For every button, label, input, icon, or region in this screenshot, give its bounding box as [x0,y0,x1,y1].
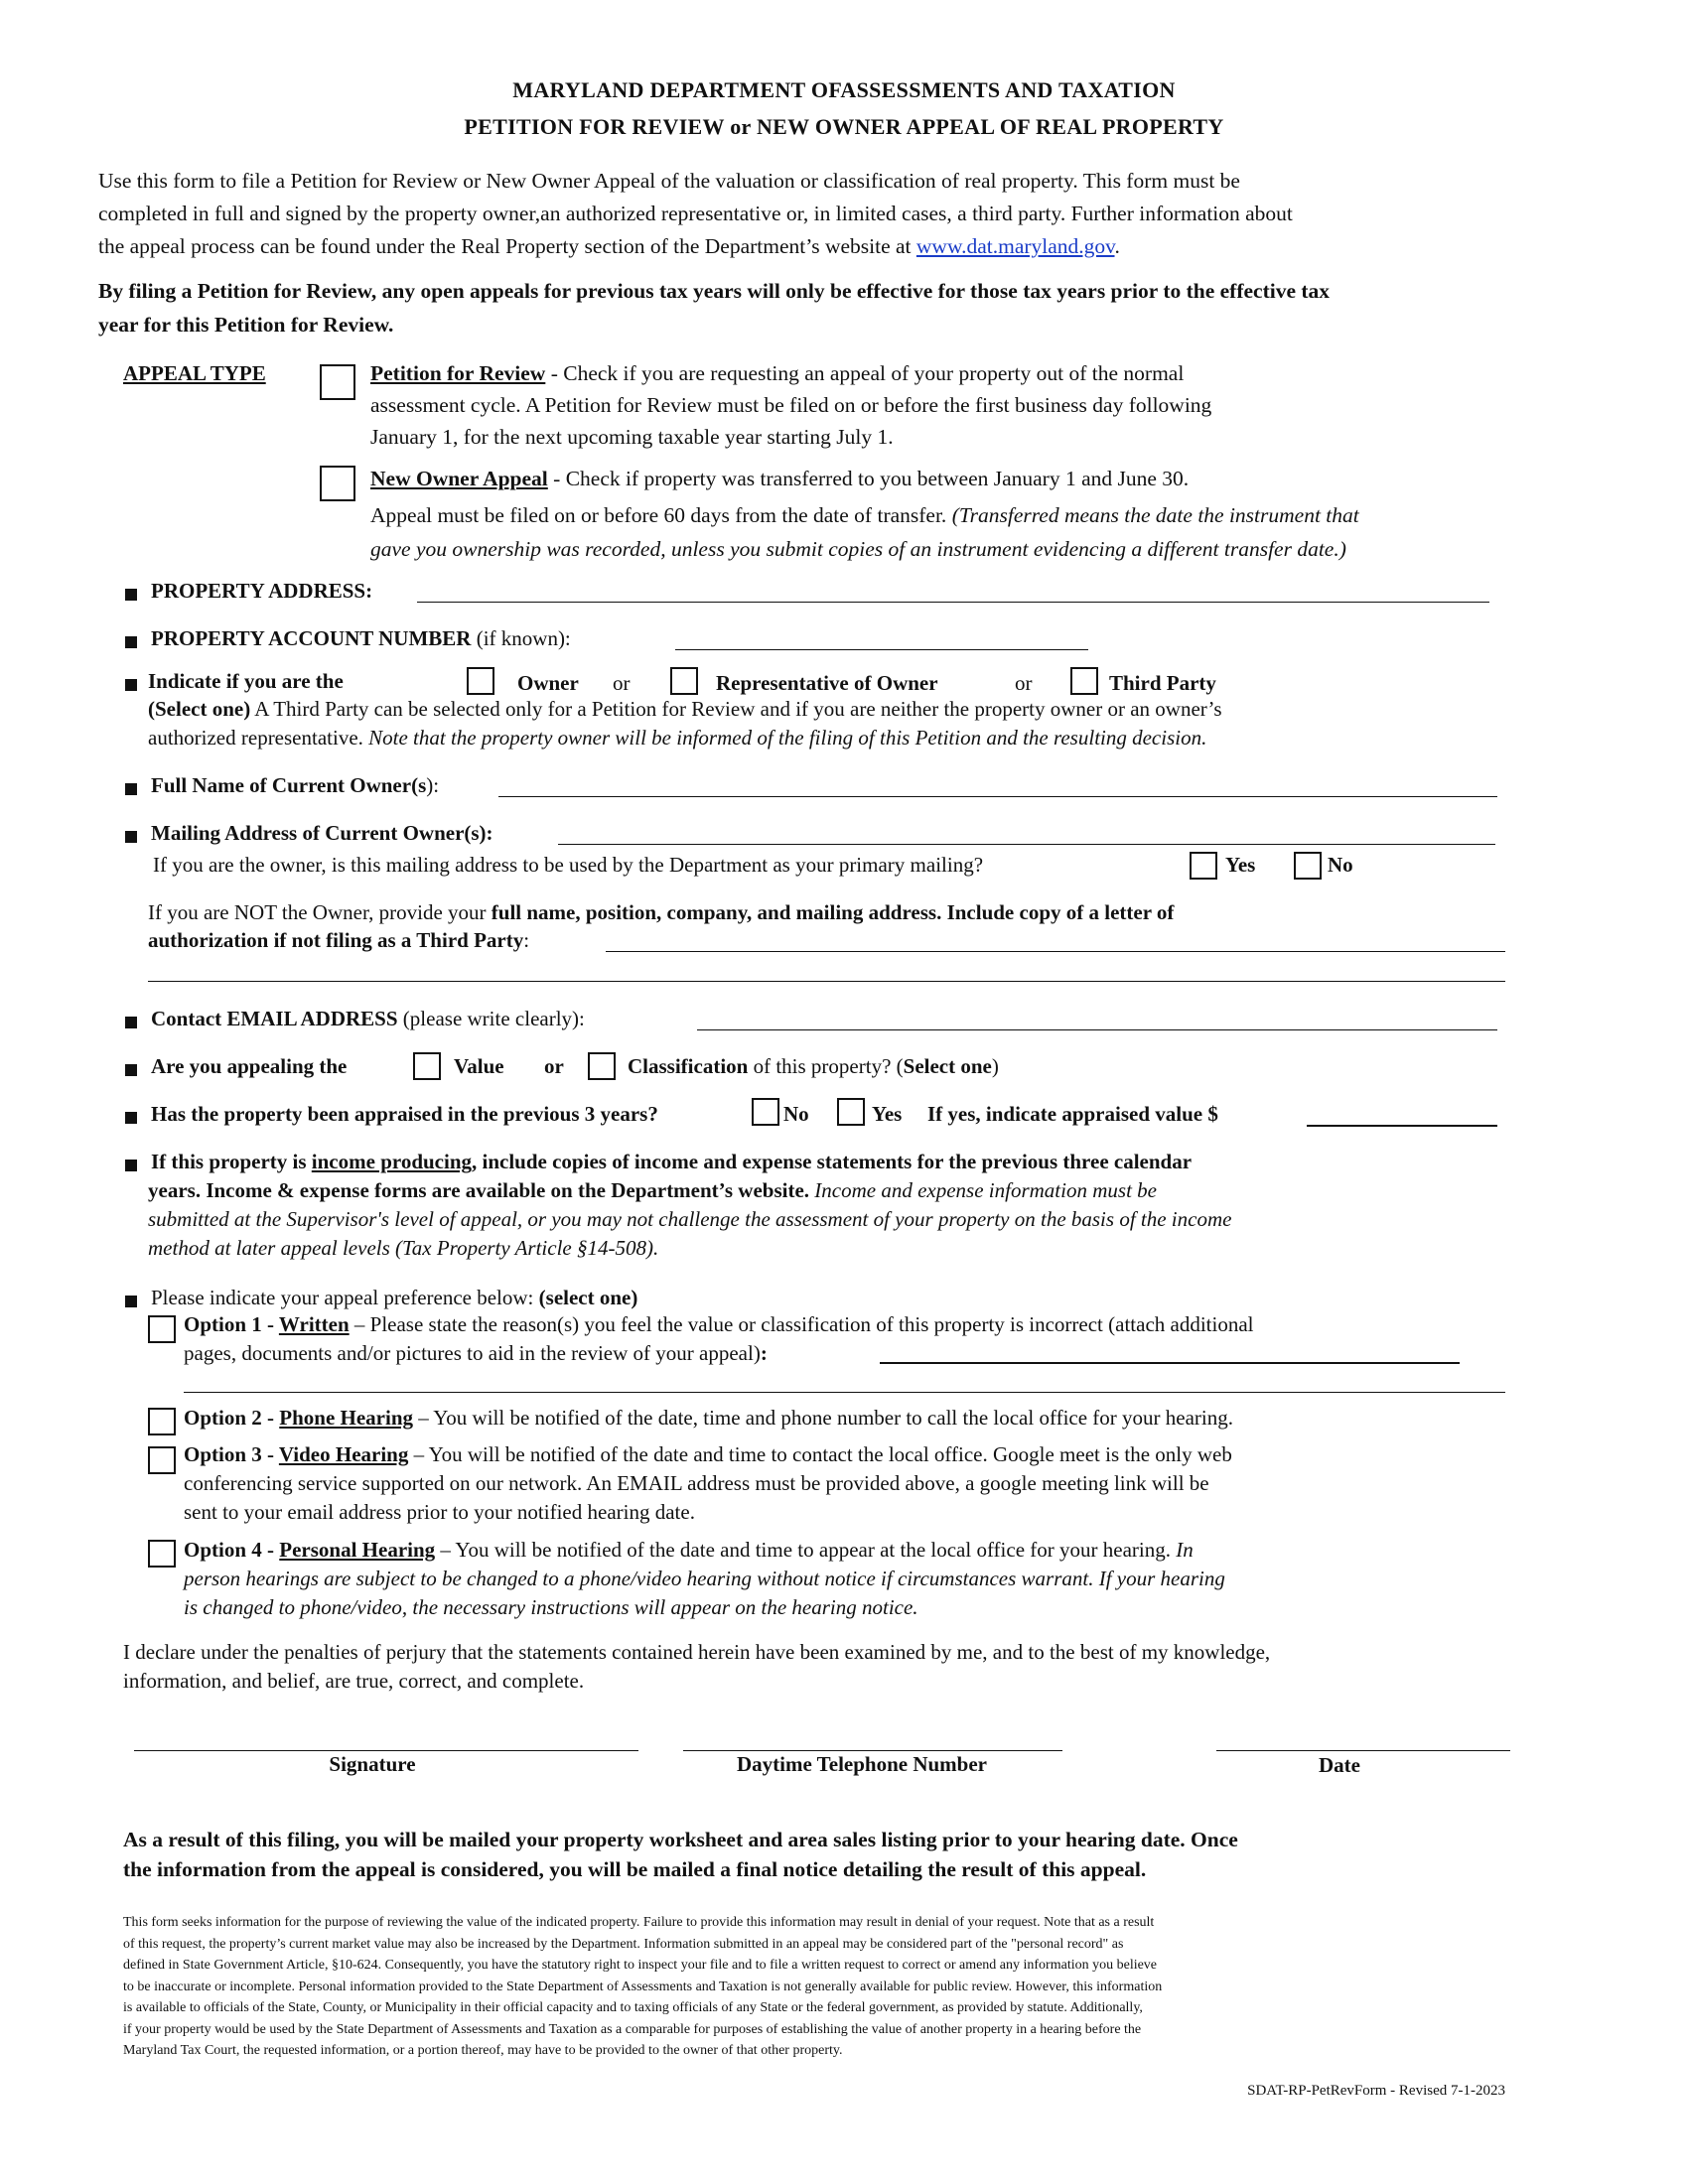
declaration-text: I declare under the penalties of perjury that the statements contained herein have been examined by me, and to the best of my knowledge, information, and belief, are true, correct, and complete. [123,1640,1271,1693]
or-text: or [613,671,631,695]
income-producing-text: If this property is income producing, include copies of income and expense statements for the previous three calendar [151,1150,1193,1173]
signature-field[interactable] [134,1750,638,1751]
option3-text: Option 3 - Video Hearing – You will be notified of the date and time to contact the local office. Google meet is the only web conferencing service supported on our network. An EMAIL address must be provided above, a google meeting link will be sent to your email address prior to your notified hearing date. [184,1442,1232,1524]
new-owner-appeal-text: New Owner Appeal - Check if property was transferred to you between January 1 and June 30. Appeal must be filed on or before 60 days from the date of transfer. (Transferred means the date the instrument that gave you ownership was recorded, unless you submit copies of an instrument evidencing a different transfer date.) [370,467,1359,561]
primary-mailing-no-checkbox[interactable] [1294,852,1322,880]
classification-label: Classification of this property? (Select one) [628,1054,999,1078]
preference-label: Please indicate your appeal preference below: (select one) [151,1286,638,1309]
primary-mailing-yes-checkbox[interactable] [1190,852,1217,880]
petition-for-review-checkbox[interactable] [320,364,355,400]
value-checkbox[interactable] [413,1052,441,1080]
appraised-yes-checkbox[interactable] [837,1098,865,1126]
bullet-icon [125,679,137,691]
option1-reason-field-line-2[interactable] [184,1392,1505,1393]
email-field[interactable] [697,1029,1497,1030]
third-party-checkbox[interactable] [1070,667,1098,695]
privacy-notice: This form seeks information for the purpose of reviewing the value of the indicated property. Failure to provide this information may result in denial of your request. Note that as a result of this request, the property’s current market value may also be increased by the Department. Information submitted in an appeal may be considered part of the "personal record" as defined in State Government Article, §10-624. Consequently, you have the statutory right to inspect your file and to file a written request to correct or amend any information you believe to be inaccurate or incomplete. Personal information provided to the State Department of Assessments and Taxation is not generally available for public review. However, this information is available to officials of the State, County, or Municipality in their official capacity and to taxing officials of any State or the federal government, as provided by statute. Additionally, if your property would be used by the State Department of Assessments and Taxation as a comparable for purposes of establishing the value of another property in a hearing before the Maryland Tax Court, the requested information, or a portion thereof, may have to be provided to the owner of that other property. [123,1915,1163,2058]
primary-mailing-question: If you are the owner, is this mailing address to be used by the Department as your primary mailing? [153,853,984,877]
new-owner-appeal-checkbox[interactable] [320,466,355,501]
email-label: Contact EMAIL ADDRESS (please write clearly): [151,1007,585,1030]
option2-text: Option 2 - Phone Hearing – You will be notified of the date, time and phone number to call the local office for your hearing. [184,1406,1233,1430]
form-id: SDAT-RP-PetRevForm - Revised 7-1-2023 [1247,2083,1505,2099]
not-owner-instruction: If you are NOT the Owner, provide your full name, position, company, and mailing address. Include copy of a letter of [148,900,1175,924]
full-name-label: Full Name of Current Owner(s): [151,773,440,797]
option1-text: Option 1 - Written – Please state the reason(s) you feel the value or classification of this property is incorrect (attach additional pages, documents and/or pictures to aid in the review of your appeal): [184,1312,1254,1365]
intro-text: Use this form to file a Petition for Review or New Owner Appeal of the valuation or classification of real property. This form must be completed in full and signed by the property owner,an authorized representative or, in limited cases, a third party. Further information about the appeal process can be found under the Real Property section of the Department’s website at www.dat.maryland.gov. [98,169,1293,258]
no-label: No [1328,853,1353,877]
third-party-note: (Select one) A Third Party can be selected only for a Petition for Review and if you are neither the property owner or an owner’s authorized representative. Note that the property owner will be informed of the filing of this Petition and the resulting decision. [148,697,1222,750]
classification-checkbox[interactable] [588,1052,616,1080]
full-name-field[interactable] [498,796,1497,797]
bullet-icon [125,1064,137,1076]
authorization-field-line-2[interactable] [148,981,1505,982]
result-notice: As a result of this filing, you will be mailed your property worksheet and area sales listing prior to your hearing date. Once the information from the appeal is considered, you will be mailed a final notice detailing the result of this appeal. [123,1828,1238,1881]
mailing-address-field[interactable] [558,844,1495,845]
appraised-value-field[interactable] [1307,1125,1497,1127]
appealing-label: Are you appealing the [151,1054,348,1078]
appraised-label: Has the property been appraised in the previous 3 years? [151,1102,658,1126]
dat-website-link[interactable]: www.dat.maryland.gov [915,234,1115,258]
appeal-type-label: APPEAL TYPE [123,361,266,385]
value-label: Value [454,1054,504,1078]
petition-for-review-text: Petition for Review - Check if you are requesting an appeal of your property out of the normal assessment cycle. A Petition for Review must be filed on or before the first business day following January 1, for the next upcoming taxable year starting July 1. [370,361,1212,449]
bullet-icon [125,636,137,648]
property-address-label: PROPERTY ADDRESS: [151,579,373,603]
appraised-no-checkbox[interactable] [752,1098,779,1126]
telephone-label: Daytime Telephone Number [737,1752,987,1776]
option2-phone-checkbox[interactable] [148,1408,176,1435]
bullet-icon [125,1160,137,1171]
authorization-label: authorization if not filing as a Third Party: [148,928,530,952]
yes-label: Yes [1225,853,1256,877]
third-party-option-label: Third Party [1109,671,1216,695]
telephone-field[interactable] [683,1750,1062,1751]
property-address-field[interactable] [417,602,1489,603]
account-number-label: PROPERTY ACCOUNT NUMBER (if known): [151,626,571,650]
owner-checkbox[interactable] [467,667,494,695]
form-title: MARYLAND DEPARTMENT OFASSESSMENTS AND TAXATION [512,77,1176,102]
option4-personal-checkbox[interactable] [148,1540,176,1568]
representative-checkbox[interactable] [670,667,698,695]
option3-video-checkbox[interactable] [148,1446,176,1474]
bullet-icon [125,1112,137,1124]
date-field[interactable] [1216,1750,1510,1751]
option1-reason-field[interactable] [880,1362,1460,1364]
date-label: Date [1319,1753,1360,1777]
income-producing-note: years. Income & expense forms are available on the Department’s website. Income and expense information must be submitted at the Supervisor's level of appeal, or you may not challenge the assessment of your property on the basis of the income method at later appeal levels (Tax Property Article §14-508). [148,1178,1232,1260]
bullet-icon [125,783,137,795]
bullet-icon [125,1017,137,1028]
appraised-yes-label: Yes [872,1102,903,1126]
bullet-icon [125,589,137,601]
owner-option-label: Owner [517,671,579,695]
bullet-icon [125,831,137,843]
mailing-address-label: Mailing Address of Current Owner(s): [151,821,493,845]
authorization-field[interactable] [606,951,1505,952]
representative-option-label: Representative of Owner [716,671,938,695]
appraised-no-label: No [783,1102,809,1126]
form-subtitle: PETITION FOR REVIEW or NEW OWNER APPEAL OF REAL PROPERTY [464,114,1224,139]
bullet-icon [125,1296,137,1307]
indicate-label: Indicate if you are the [148,669,344,693]
signature-label: Signature [329,1752,416,1776]
appraised-value-label: If yes, indicate appraised value $ [927,1102,1218,1126]
account-number-field[interactable] [675,649,1088,650]
or-text: or [1015,671,1033,695]
option4-text: Option 4 - Personal Hearing – You will be notified of the date and time to appear at the local office for your hearing. In person hearings are subject to be changed to a phone/video hearing without notice if circumstances warrant. If your hearing is changed to phone/video, the necessary instructions will appear on the hearing notice. [184,1538,1225,1619]
warning-text: By filing a Petition for Review, any open appeals for previous tax years will only be effective for those tax years prior to the effective tax year for this Petition for Review. [98,279,1331,337]
or-text: or [544,1054,564,1078]
option1-written-checkbox[interactable] [148,1315,176,1343]
